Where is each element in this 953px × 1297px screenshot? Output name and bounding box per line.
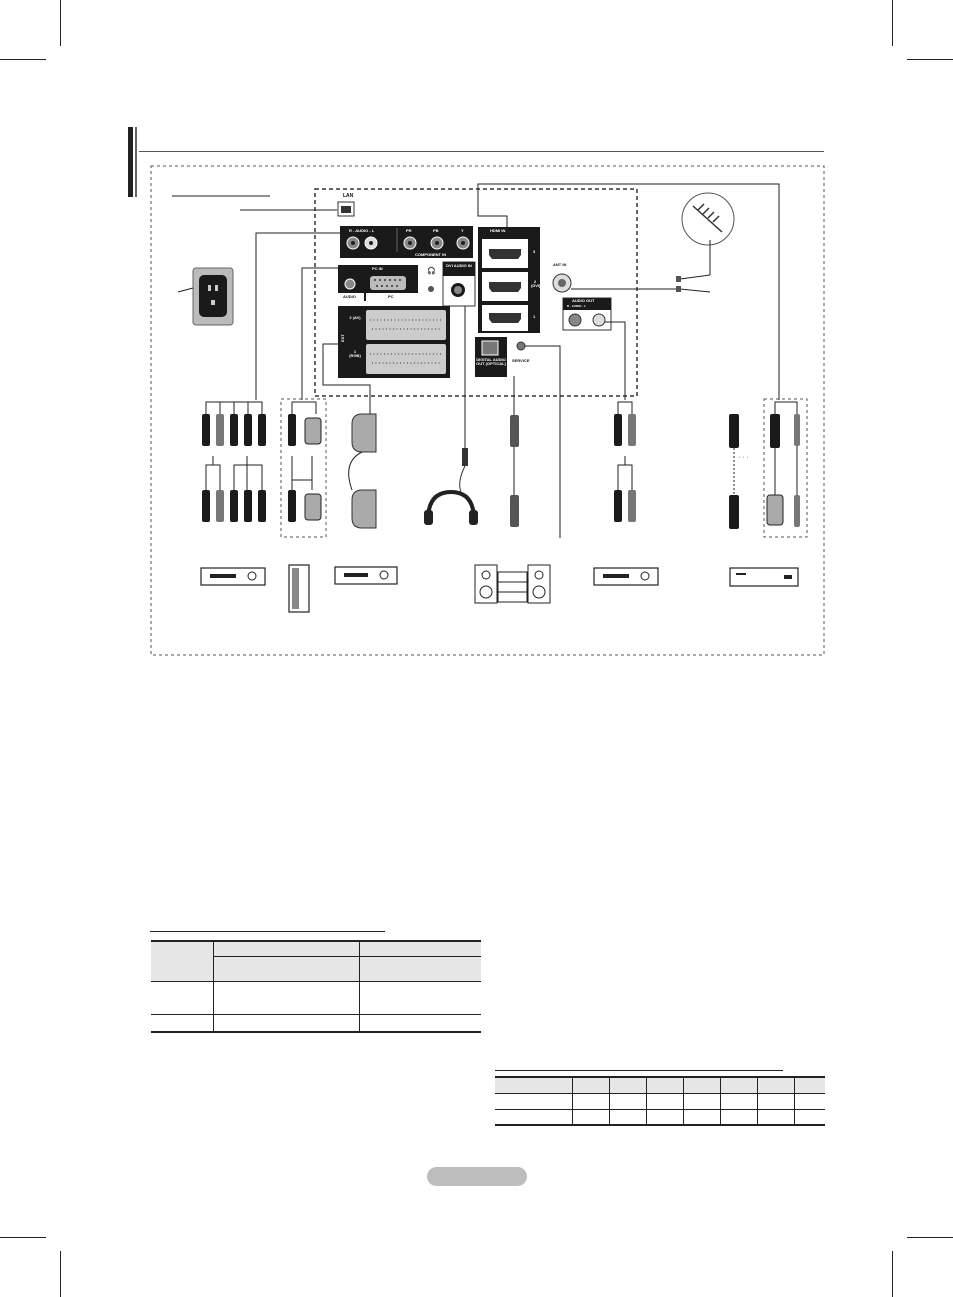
table1-cell	[151, 981, 214, 1014]
lan-label: LAN	[343, 193, 354, 199]
table1-title-rule	[150, 931, 385, 932]
service-label: SERVICE	[512, 358, 530, 363]
table2-cell	[495, 1109, 573, 1125]
pc-in-label: PC IN	[372, 266, 383, 271]
table1-cell	[151, 941, 214, 981]
hdmi2-label: 2 (DVI)	[531, 279, 541, 288]
table1-cell	[151, 1014, 214, 1032]
ant-in-label: ANT IN	[553, 262, 567, 267]
ext2-label: 2 (AV)	[349, 315, 361, 320]
y-label: Y	[461, 228, 464, 233]
power-socket	[178, 268, 233, 325]
table2-cell	[683, 1093, 720, 1109]
svg-text:· · ·: · · ·	[738, 454, 749, 461]
audio-system	[475, 565, 550, 603]
page-number-pill	[427, 1167, 527, 1186]
vcr-device-right	[594, 568, 658, 585]
set-top-box	[730, 568, 798, 586]
table1-cell	[214, 1014, 360, 1032]
table1-cell	[359, 941, 481, 956]
pc-tower	[289, 565, 309, 612]
audio-out-label: AUDIO OUT	[572, 298, 595, 303]
table2-cell	[609, 1077, 646, 1093]
hdmi-in-label: HDMI IN	[490, 228, 506, 233]
table2-cell	[794, 1109, 825, 1125]
table1-cell	[214, 956, 360, 981]
table2-cell	[794, 1093, 825, 1109]
table2-cell	[573, 1077, 610, 1093]
table2-cell	[794, 1077, 825, 1093]
dvi-audio-in-label: DVI AUDIO IN	[446, 263, 472, 268]
table2-cell	[646, 1093, 683, 1109]
dvd-recorder	[335, 567, 397, 584]
ext-label: EXT	[339, 334, 345, 342]
audio-out-lr-label: R - AUDIO - L	[567, 304, 586, 308]
table2-cell	[757, 1077, 794, 1093]
audio-label: AUDIO	[343, 294, 356, 299]
table2-cell	[495, 1077, 573, 1093]
hdmi3-label: 3	[533, 249, 536, 254]
pc-label: PC	[388, 294, 394, 299]
audio-lr-label: R - AUDIO - L	[349, 228, 375, 233]
table1-cell	[214, 981, 360, 1014]
table2-cell	[609, 1109, 646, 1125]
table2-cell	[646, 1077, 683, 1093]
digital-audio-out-label: DIGITAL AUDIO OUT (OPTICAL)	[476, 357, 506, 366]
vcr-device-left	[201, 568, 265, 585]
table1-cell	[214, 941, 360, 956]
table2-cell	[757, 1109, 794, 1125]
pr-label: PR	[406, 228, 412, 233]
component-in-label: COMPONENT IN	[415, 252, 447, 257]
table2-cell	[573, 1109, 610, 1125]
spec-table-2	[495, 1076, 825, 1126]
table1-cell	[359, 956, 481, 981]
table2-cell	[720, 1077, 757, 1093]
table2-cell	[757, 1093, 794, 1109]
table2-cell	[683, 1077, 720, 1093]
ext1-label: 1 (RGB)	[349, 349, 361, 358]
table2-cell	[720, 1109, 757, 1125]
table2-cell	[646, 1109, 683, 1125]
table2-cell	[683, 1109, 720, 1125]
table2-title-rule	[495, 1070, 783, 1071]
pb-label: PB	[433, 228, 439, 233]
table2-cell	[573, 1093, 610, 1109]
spec-table-1	[151, 940, 481, 1033]
table1-cell	[359, 981, 481, 1014]
hdmi1-label: 1	[533, 314, 536, 319]
table2-cell	[495, 1093, 573, 1109]
table2-cell	[609, 1093, 646, 1109]
table1-cell	[359, 1014, 481, 1032]
headphone-icon: 🎧	[427, 268, 436, 275]
table2-cell	[720, 1093, 757, 1109]
